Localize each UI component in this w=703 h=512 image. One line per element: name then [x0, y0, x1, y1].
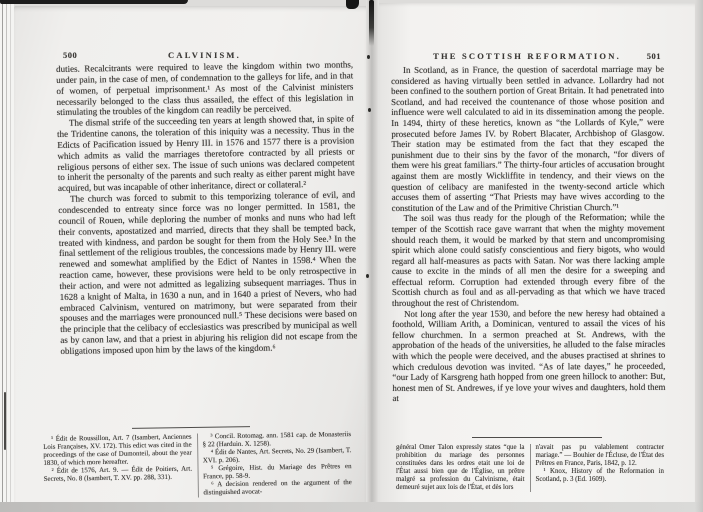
paragraph: In Scotland, as in France, the question of sacerdotal marriage may be considered as having virtually been settled in advance. Lollardry had not been confined to the southern portion of Great Britain. It had penetrated into Scotland, and had received the countenance of those whose position and influence were well calculated to aid in its dissemination among the people. In 1494, thirty of these heretics, known as “the Lollards of Kyle,” were prosecuted before James IV. by Robert Blacater, Archbishop of Glasgow. Their station may be estimated from the fact that they escaped the punishment due to their sins by the favor of the monarch, “for divers of them were his great familiars.” The thirty-four articles of accusation brought against them are mostly Wickliffite in tendency, and their views on the question of celibacy are manifested in the twenty-second article which accuses them of asserting “That Priests may have wives according to the constitution of the Law and of the Primitive Christian Church.”¹ — [391, 63, 665, 213]
footnote-separator — [472, 437, 602, 438]
left-page-header — [56, 50, 353, 60]
page-edge-line — [6, 0, 7, 512]
left-running-header: CALVINISM. — [168, 50, 241, 60]
right-page — [379, 3, 695, 503]
paragraph: Not long after the year 1530, and before the new heresy had obtained a foothold, William Arith, a Dominican, ventured to assail the vices of his fellow churchmen. In a sermon preached at St. Andrews, with the approbation of the heads of the universities, he alluded to the false miracles with which the people were deceived, and the abuses practised at shrines to which credulous devotion was invited. “As of late dayes,” he proceeded, “our Lady of Karsgreng hath hopped from one green hillock to another: But, honest men of St. Andrewes, if ye love your wives and daughters, hold them at — [392, 307, 666, 404]
left-page-body — [56, 59, 359, 428]
right-page-number: 501 — [646, 51, 661, 61]
gutter-speck — [367, 55, 370, 59]
footnote: ² Édit de 1576, Art. 9. — Édit de Poitiers, Art. Secrets, No. 8 (Isambert, T. XV. pp. 288, 331). — [43, 465, 193, 483]
footnote: ⁴ Édit de Nantes, Art. Secrets, No. 29 (Isambert, T. XVI. p. 206). — [202, 447, 352, 465]
right-page-body — [391, 64, 666, 441]
scan-right-edge-shadow — [695, 0, 703, 512]
right-page-footnotes — [391, 444, 669, 492]
book-left-page-edges — [0, 0, 14, 512]
footnote-column — [530, 444, 670, 492]
footnote: ¹ Knox, History of the Reformation in Scotland, p. 3 (Ed. 1609). — [535, 468, 664, 483]
page-edge-dark-mark — [4, 392, 6, 450]
scan-top-dark-strip — [0, 0, 188, 4]
scan-bottom-edge — [0, 502, 703, 512]
footnote: ³ Concil. Rotomag. ann. 1581 cap. de Monasteriis § 22 (Harduin. X. 1258). — [202, 431, 352, 449]
footnote-column — [391, 444, 530, 492]
right-running-header: THE SCOTTISH REFORMATION. — [433, 51, 621, 61]
footnote-column — [38, 434, 197, 500]
footnote: ⁶ A decision rendered on the argument of the distinguished avocat- — [203, 479, 352, 497]
spine-top-mark — [369, 0, 374, 46]
gutter-speck — [366, 274, 369, 278]
footnote-column — [196, 431, 356, 497]
footnote: ¹ Édit de Roussillon, Art. 7 (Isambert, Anciennes Lois Françaises, XV. 172). This edict was cited in the proceedings of the case of Dumonteil, about the year 1830, of which more hereafter. — [43, 433, 192, 467]
footnote: ⁵ Grégoire, Hist. du Mariage des Prêtres en France, pp. 58-9. — [203, 463, 352, 481]
paragraph: The dismal strife of the succeeding ten years at length showed that, in spite of the Tridentine canons, the toleration of this iniquity was a necessity. Thus in the Edicts of Pacification issued by Henry III. in 1576 and 1577 there is a provision which admits as valid the marriages theretofore contracted by all priests or religious persons of either sex. The issue of such unions was declared competent to inherit the personalty of the parents and such realty as either parent might have acquired, but was incapable of other inheritance, direct or collateral.² — [57, 113, 355, 194]
gutter-speck — [368, 108, 371, 112]
book-gutter-shadow — [366, 0, 379, 512]
left-page-number: 500 — [63, 50, 78, 60]
page-edge-line — [2, 0, 3, 512]
left-page — [14, 6, 366, 503]
footnote: général Omer Talon expressly states “que la prohibition du mariage des personnes constituées dans les ordres etait une loi de l'État aussi bien que de l'Église, un prêtre malgré sa profession du Calvinisme, était demeuré sujet aux lois de l'État, et dès lors — [396, 444, 525, 491]
paragraph: The church was forced to submit to this temporizing tolerance of evil, and condescended to entreaty since force was no longer permitted. In 1581, the council of Rouen, while deploring the number of monks and nuns who had left their convents, apostatized and married, directs that they shall be tempted back, treated with kindness, and pardon be sought for them from the Holy See.³ In the final settlement of the religious troubles, the concessions made by Henry III. were renewed and somewhat amplified by the Edict of Nantes in 1598.⁴ When the reaction came, however, these provisions were held to be only retrospective in their action, and were not admitted as legalizing subsequent marriages. Thus in 1628 a knight of Malta, in 1630 a nun, and in 1640 a priest of Nevers, who had embraced Calvinism, ventured on matrimony, but were separated from their spouses and the marriages were pronounced null.⁵ These decisions were based on the principle that the celibacy of ecclesiastics was prescribed by municipal as well as by canon law, and that a priest in abjuring his religion did not escape from the obligations imposed upon him by the laws of the kingdom.⁶ — [58, 189, 358, 356]
right-page-header — [391, 51, 663, 61]
paragraph: The soil was thus ready for the plough of the Reformation; while the temper of the Scottish race gave warrant that when the mighty movement should reach them, it would be marked by that stern and uncompromising spirit which alone could satisfy conscientious and fiery bigots, who would regard all half-measures as pacts with Satan. Nor was there lacking ample cause to excite in the minds of all men the desire for a sweeping and effectual reform. Corruption had extended through every fibre of the Scottish church as foul and as all-pervading as that which we have traced throughout the rest of Christendom. — [391, 212, 666, 309]
paragraph: duties. Recalcitrants were required to leave the kingdom within two months, under pain, in the case of men, of condemnation to the galleys for life, and in that of women, of perpetual imprisonment.¹ As most of the Calvinist ministers necessarily belonged to the class thus assailed, the effect of this legislation in stimulating the troubles of the kingdom can readily be perceived. — [56, 59, 354, 118]
page-edge-line — [10, 0, 11, 512]
left-page-footnotes — [38, 431, 357, 500]
footnote: n'avait pas pu valablement contracter mariage.” — Bouhier de l'Écluse, de l'État des Prêtres en France, Paris, 1842, p. 12. — [535, 444, 664, 467]
